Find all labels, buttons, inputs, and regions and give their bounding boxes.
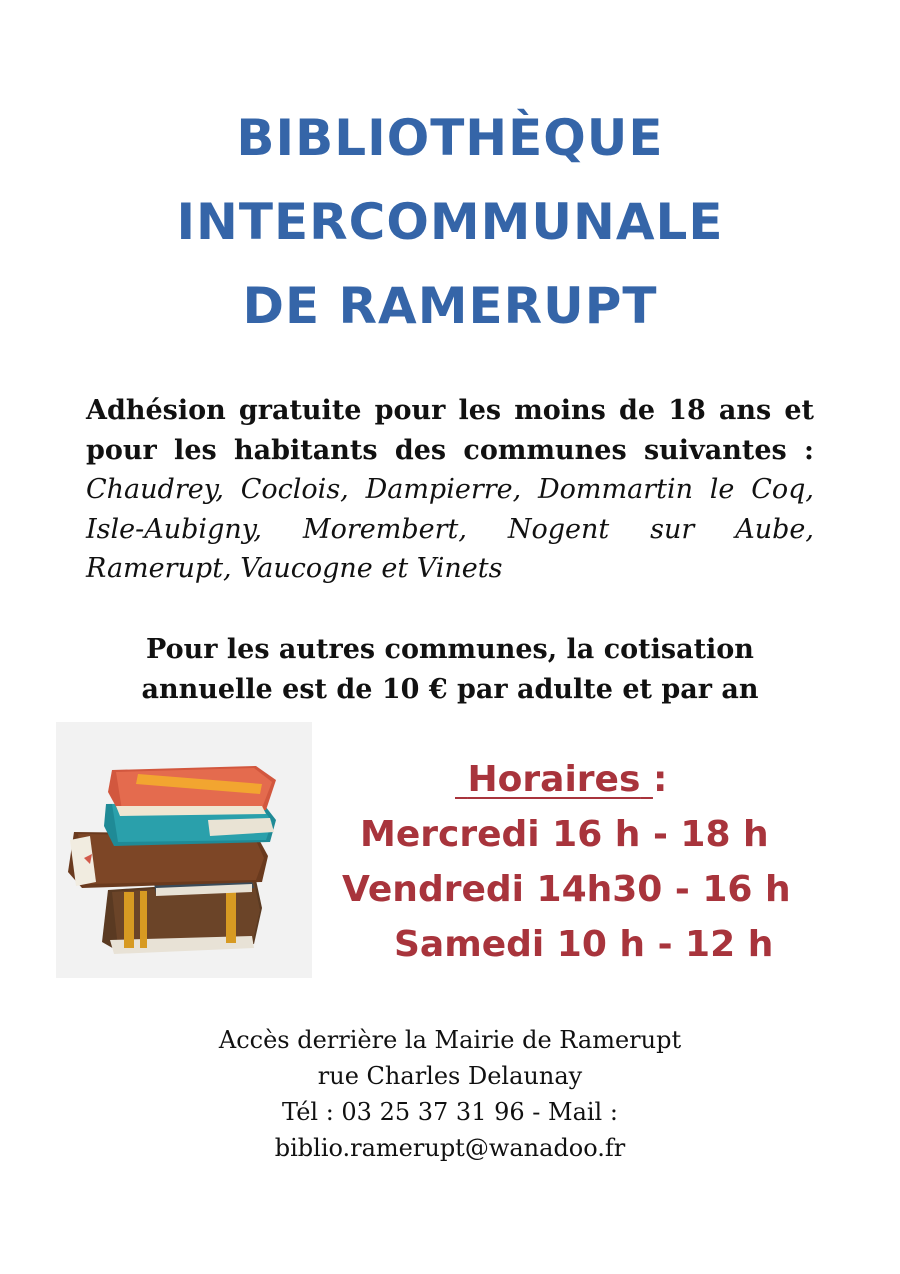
contact-email: biblio.ramerupt@wanadoo.fr	[274, 1134, 626, 1162]
adhesion-line-1: Adhésion gratuite pour les moins de 18 ans et	[86, 395, 814, 426]
contact-street: rue Charles Delaunay	[317, 1062, 583, 1090]
title-line-2: INTERCOMMUNALE	[176, 193, 724, 251]
horaires-colon: :	[652, 759, 668, 800]
title-line-3: DE RAMERUPT	[242, 277, 658, 335]
communes-line-3: Ramerupt, Vaucogne et Vinets	[86, 553, 503, 584]
stack-of-books-icon	[56, 722, 312, 978]
communes-line-1: Chaudrey, Coclois, Dampierre, Dommartin le Coq,	[86, 474, 814, 505]
horaires-section	[330, 752, 790, 972]
cotisation-line-2: annuelle est de 10 € par adulte et par an	[141, 674, 759, 705]
page-title	[0, 96, 900, 348]
contact-phone: Tél : 03 25 37 31 96 - Mail :	[282, 1098, 618, 1126]
communes-line-2: Isle-Aubigny, Morembert, Nogent sur Aube,	[86, 513, 814, 545]
cotisation-paragraph	[0, 630, 900, 710]
adhesion-paragraph	[86, 391, 814, 589]
title-line-1: BIBLIOTHÈQUE	[236, 109, 664, 167]
cotisation-line-1: Pour les autres communes, la cotisation	[146, 634, 754, 665]
contact-address: Accès derrière la Mairie de Ramerupt	[218, 1026, 682, 1054]
horaires-title	[455, 752, 790, 807]
horaires-title-text: Horaires	[467, 759, 641, 800]
contact-info	[0, 1022, 900, 1166]
adhesion-line-2: pour les habitants des communes suivantes :	[86, 434, 814, 466]
horaire-row-mercredi: Mercredi 16 h - 18 h	[360, 814, 769, 855]
horaire-row-samedi: Samedi 10 h - 12 h	[394, 924, 774, 965]
horaire-row-vendredi: Vendredi 14h30 - 16 h	[342, 869, 791, 910]
